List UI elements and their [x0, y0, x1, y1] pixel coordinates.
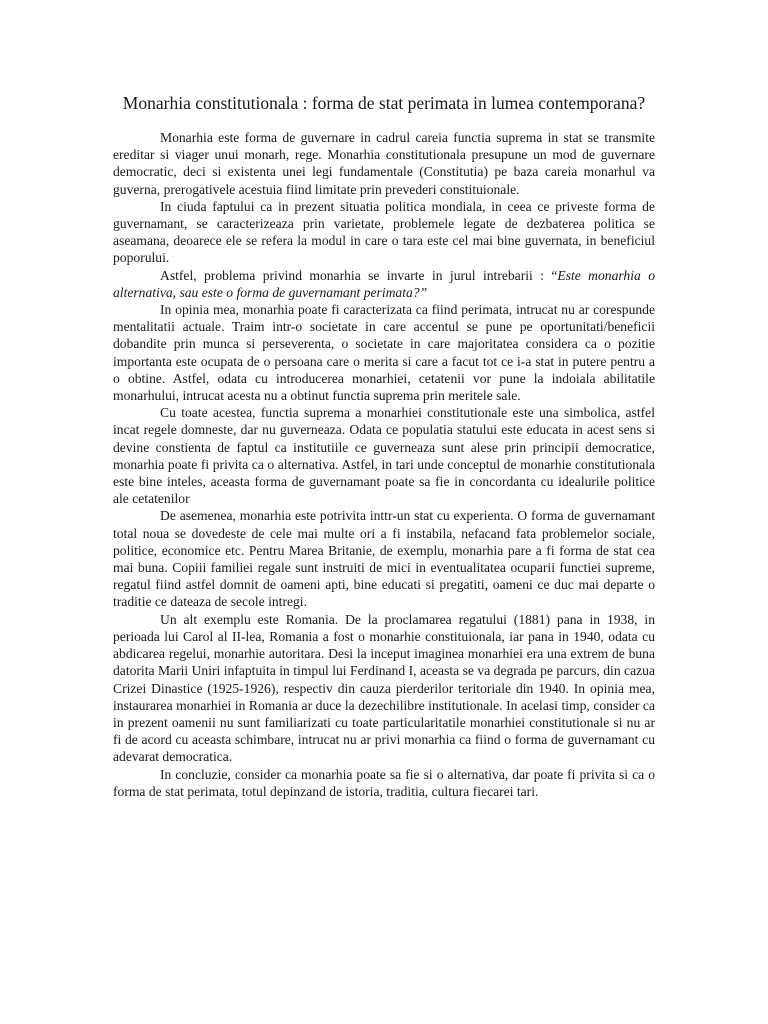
paragraph-symbolic-function: Cu toate acestea, functia suprema a monarhiei constitutionale este una simbolica, astfel incat regele domneste, dar nu guverneaza. Odata ce populatia statului este educata in acest sens si devine constienta de faptul ca institutiile ce guverneaza sunt alese prin principii democratice, monarhia poate fi privita ca o alternativa. Astfel, in tari unde conceptul de monarhie constitutionala este bine inteles, aceasta forma de guvernamant poate sa fie in concordanta cu idealurile politice ale cetatenilor: [113, 405, 655, 507]
question-quote: Este monarhia o alternativa, sau este o forma de guvernamant perimata?”: [113, 267, 655, 300]
document-page: [113, 92, 655, 800]
paragraph-experience: De asemenea, monarhia este potrivita inttr-un stat cu experienta. O forma de guvernamant total noua se dovedeste de cele mai multe ori a fi instabila, nefacand fata problemelor sociale, politice, economice etc. Pentru Marea Britanie, de exemplu, monarhia pare a fi forma de stat cea mai buna. Copiii familiei regale sunt instruiti de mici in eventualitatea ocuparii functiei supreme, regatul fiind astfel domnit de oameni apti, bine educati si pregatiti, oameni ce duc mai departe o traditie ce dateaza de secole intregi.: [113, 508, 655, 610]
paragraph-opinion: In opinia mea, monarhia poate fi caracterizata ca fiind perimata, intrucat nu ar corespunde mentalitatii actuale. Traim intr-o societate in care accentul se pune pe oportunitati/beneficii dobandite prin munca si perseverenta, o societate in care majoritatea considera ca o pozitie importanta este ocupata de o persoana care o merita si care a facut tot ce i-a stat in putere pentru a o obtine. Astfel, odata cu introducerea monarhiei, cetatenii vor pune la indoiala abilitatile monarhului, intrucat acesta nu a obtinut functia suprema prin meritele sale.: [113, 302, 655, 404]
paragraph-definition: Monarhia este forma de guvernare in cadrul careia functia suprema in stat se transmite ereditar si viager unui monarh, rege. Monarhia constitutionala presupune un mod de guvernare democratic, deci si existenta unei legi fundamentale (Constitutia) pe baza careia monarhul va guverna, prerogativele acestuia fiind limitate prin prevederi constituionale.: [113, 130, 655, 197]
document-title: Monarhia constitutionala : forma de stat perimata in lumea contemporana?: [122, 93, 646, 113]
paragraph-question: [113, 267, 655, 301]
question-intro: Astfel, problema privind monarhia se invarte in jurul intrebarii : “: [160, 267, 558, 283]
paragraph-conclusion: In concluzie, consider ca monarhia poate sa fie si o alternativa, dar poate fi privita si ca o forma de stat perimata, totul depinzand de istoria, traditia, cultura fiecarei tari.: [113, 766, 655, 799]
paragraph-context: In ciuda faptului ca in prezent situatia politica mondiala, in ceea ce priveste forma de guvernamant, se caracterizeaza prin varietate, problemele legate de dezbaterea politica se aseamana, deoarece ele se refera la modul in care o tara este cel mai bine guvernata, in beneficiul poporului.: [113, 198, 655, 266]
paragraph-romania-example: Un alt exemplu este Romania. De la proclamarea regatului (1881) pana in 1938, in perioada lui Carol al II-lea, Romania a fost o monarhie constituionala, iar pana in 1940, odata cu abdicarea regelui, monarhie autoritara. Desi la inceput imaginea monarhiei era una extrem de buna datorita Marii Uniri infaptuita in timpul lui Ferdinand I, aceasta se va degrada pe parcurs, din cazua Crizei Dinastice (1925-1926), respectiv din cauza pierderilor teritoriale din 1940. In opinia mea, instaurarea monarhiei in Romania ar duce la dezechilibre institutionale. In acelasi timp, consider ca in prezent oamenii nu sunt familiarizati cu toate particularitatile monarhiei constitutionale si nu ar fi de acord cu aceasta schimbare, intrucat nu ar privi monarhia ca fiind o forma de guvernamant cu adevarat democratica.: [113, 611, 655, 765]
